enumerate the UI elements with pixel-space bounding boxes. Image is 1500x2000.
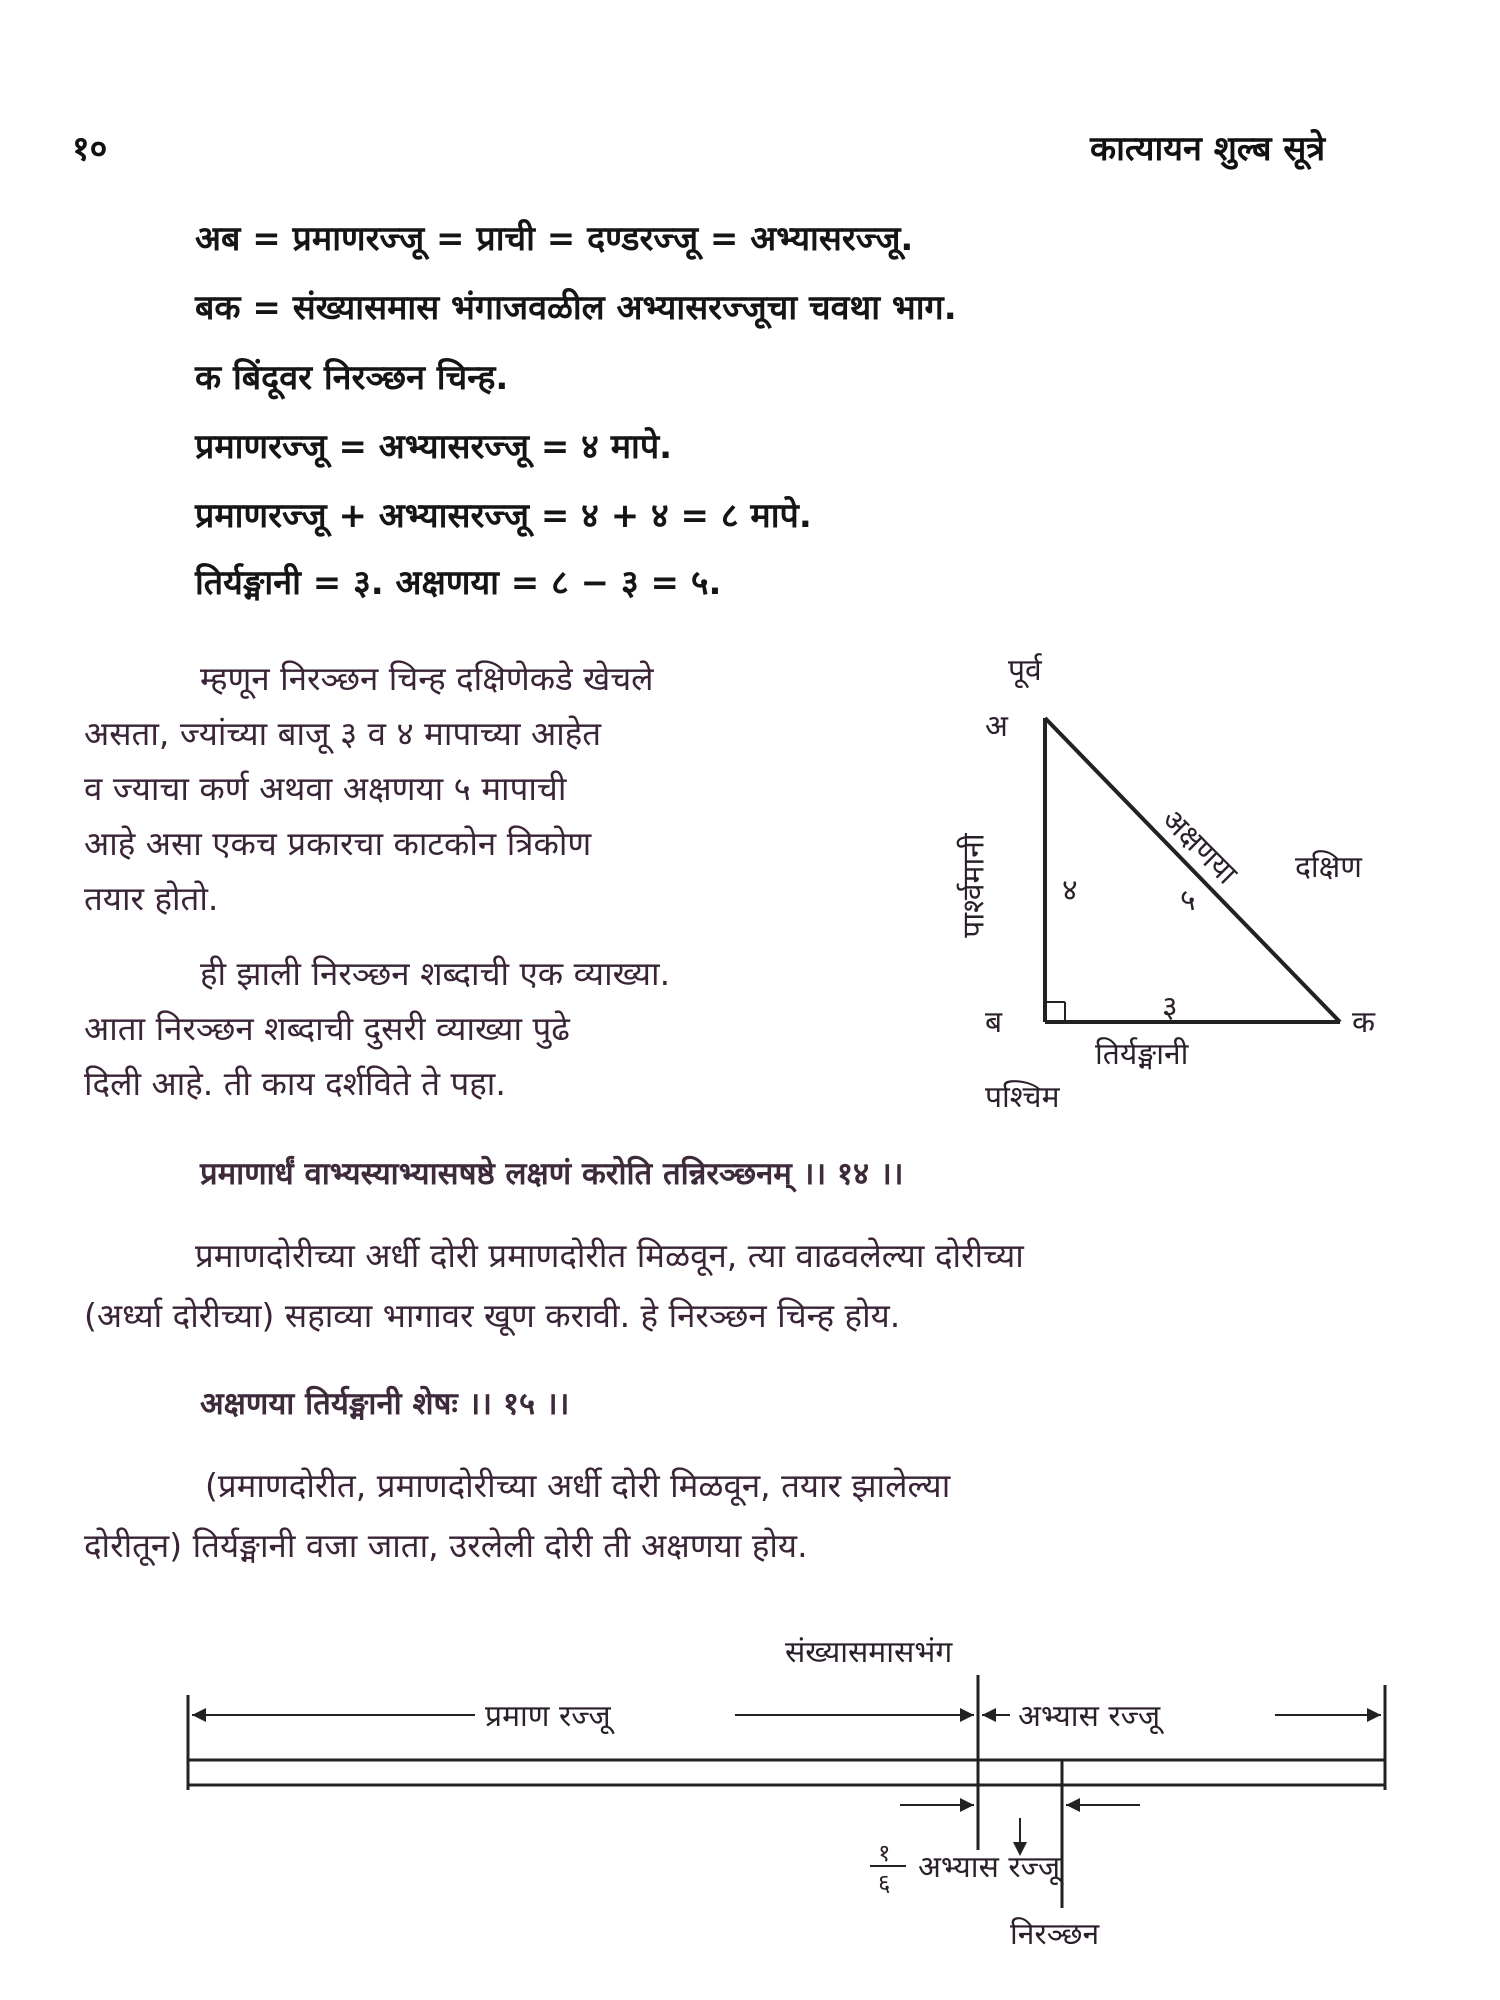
- para4-line-1: (प्रमाणदोरीत, प्रमाणदोरीच्या अर्धी दोरी मिळवून, तयार झालेल्या: [205, 1466, 951, 1505]
- running-title: कात्यायन शुल्ब सूत्रे: [1090, 129, 1326, 169]
- para1-line-5: तयार होतो.: [84, 879, 219, 918]
- fraction-numerator: १: [878, 1839, 891, 1867]
- left-rope-label: प्रमाण रज्जू: [485, 1699, 611, 1734]
- para3-line-2: (अर्ध्या दोरीच्या) सहाव्या भागावर खूण करावी. हे निरञ्छन चिन्ह होय.: [84, 1296, 901, 1335]
- para1-line-3: व ज्याचा कर्ण अथवा अक्षणया ५ मापाची: [84, 769, 567, 808]
- triangle-left-side-value: ४: [1062, 873, 1078, 908]
- triangle-bottom-label: पश्चिम: [985, 1080, 1060, 1115]
- triangle-left-side-label: पार्श्वमानी: [956, 833, 992, 938]
- para1-line-1: म्हणून निरञ्छन चिन्ह दक्षिणेकडे खेचले: [200, 659, 654, 698]
- triangle-base-value: ३: [1162, 990, 1178, 1025]
- equation-line-6: तिर्यङ्मानी = ३. अक्षणया = ८ − ३ = ५.: [195, 563, 722, 603]
- triangle-base-label: तिर्यङ्मानी: [1095, 1037, 1189, 1072]
- equation-line-1: अब = प्रमाणरज्जू = प्राची = दण्डरज्जू = अभ्यासरज्जू.: [195, 219, 914, 259]
- equation-line-3: क बिंदूवर निरञ्छन चिन्ह.: [195, 358, 509, 398]
- break-point-label: संख्यासमासभंग: [785, 1635, 953, 1670]
- para1-line-2: असता, ज्यांच्या बाजू ३ व ४ मापाच्या आहेत: [84, 714, 602, 753]
- para2-line-3: दिली आहे. ती काय दर्शविते ते पहा.: [84, 1064, 506, 1103]
- para3-line-1: प्रमाणदोरीच्या अर्धी दोरी प्रमाणदोरीत मिळवून, त्या वाढवलेल्या दोरीच्या: [195, 1236, 1024, 1275]
- para2-line-1: ही झाली निरञ्छन शब्दाची एक व्याख्या.: [200, 954, 671, 993]
- fraction-denominator: ६: [878, 1869, 891, 1897]
- equation-line-4: प्रमाणरज्जू = अभ्यासरज्जू = ४ मापे.: [195, 427, 673, 467]
- para4-line-2: दोरीतून) तिर्यङ्मानी वजा जाता, उरलेली दोरी ती अक्षणया होय.: [84, 1526, 808, 1565]
- mark-label: निरञ्छन: [1010, 1917, 1100, 1952]
- page-number: १०: [72, 129, 108, 169]
- equation-line-5: प्रमाणरज्जू + अभ्यासरज्जू = ४ + ४ = ८ मापे.: [195, 496, 812, 536]
- triangle-right-label: दक्षिण: [1295, 850, 1362, 885]
- sutra-15: अक्षणया तिर्यङ्मानी शेषः ।। १५ ।।: [200, 1386, 570, 1422]
- triangle-vertex-k: क: [1352, 1005, 1376, 1040]
- triangle-vertex-a: अ: [985, 709, 1008, 744]
- bottom-rope-label: अभ्यास रज्जू: [918, 1850, 1061, 1885]
- equation-line-2: बक = संख्यासमास भंगाजवळील अभ्यासरज्जूचा चवथा भाग.: [195, 288, 957, 328]
- triangle-hyp-value: ५: [1180, 883, 1196, 918]
- triangle-label-top: पूर्व: [1008, 653, 1042, 688]
- sutra-14: प्रमाणार्धं वाभ्यस्याभ्यासषष्ठे लक्षणं करोति तन्निरञ्छनम् ।। १४ ।।: [200, 1156, 904, 1192]
- para1-line-4: आहे असा एकच प्रकारचा काटकोन त्रिकोण: [84, 824, 592, 863]
- para2-line-2: आता निरञ्छन शब्दाची दुसरी व्याख्या पुढे: [84, 1009, 570, 1048]
- triangle-vertex-b: ब: [985, 1005, 1003, 1040]
- right-rope-label: अभ्यास रज्जू: [1018, 1699, 1161, 1734]
- triangle-hyp-label: अक्षणया: [1154, 802, 1244, 892]
